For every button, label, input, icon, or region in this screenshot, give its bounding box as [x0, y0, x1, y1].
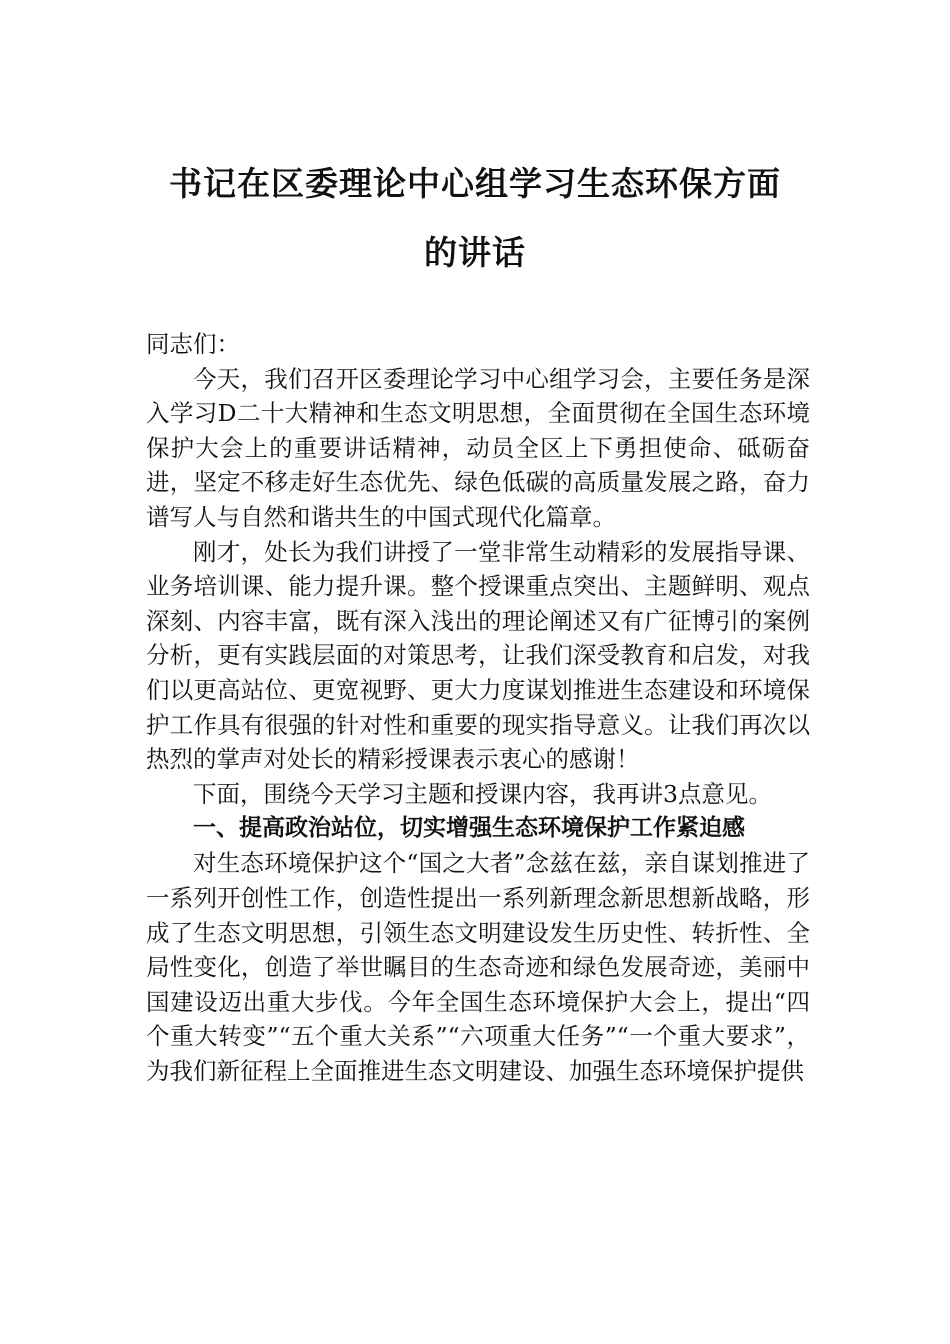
- document-body: [146, 327, 810, 1088]
- paragraph-3: 下面，围绕今天学习主题和授课内容，我再讲3点意见。: [193, 779, 772, 808]
- document-title-line-1: 书记在区委理论中心组学习生态环保方面: [169, 164, 781, 203]
- salutation: 同志们：: [146, 330, 240, 358]
- paragraph-2: 刚才，处长为我们讲授了一堂非常生动精彩的发展指导课、业务培训课、能力提升课。整个授课重点突出、主题鲜明、观点深刻、内容丰富，既有深入浅出的理论阐述又有广征博引的案例分析，更有实践层面的对策思考，让我们深受教育和启发，对我们以更高站位、更宽视野、更大力度谋划推进生态建设和环境保护工作具有很强的针对性和重要的现实指导意义。让我们再次以热烈的掌声对处长的精彩授课表示衷心的感谢！: [146, 537, 810, 774]
- paragraph-1: 今天，我们召开区委理论学习中心组学习会，主要任务是深入学习D二十大精神和生态文明思想，全面贯彻在全国生态环境保护大会上的重要讲话精神，动员全区上下勇担使命、砥砺奋进，坚定不移走好生态优先、绿色低碳的高质量发展之路，奋力谱写人与自然和谐共生的中国式现代化篇章。: [146, 364, 810, 531]
- section-heading-1: 一、提高政治站位，切实增强生态环境保护工作紧迫感: [193, 815, 745, 842]
- document-title-line-2: 的讲话: [424, 233, 526, 272]
- paragraph-4: 对生态环境保护这个“国之大者”念兹在兹，亲自谋划推进了一系列开创性工作，创造性提出一系列新理念新思想新战略，形成了生态文明思想，引领生态文明建设发生历史性、转折性、全局性变化，创造了举世瞩目的生态奇迹和绿色发展奇迹，美丽中国建设迈出重大步伐。今年全国生态环境保护大会上，提出“四个重大转变”“五个重大关系”“六项重大任务”“一个重大要求”，为我们新征程上全面推进生态文明建设、加强生态环境保护提供: [146, 849, 810, 1085]
